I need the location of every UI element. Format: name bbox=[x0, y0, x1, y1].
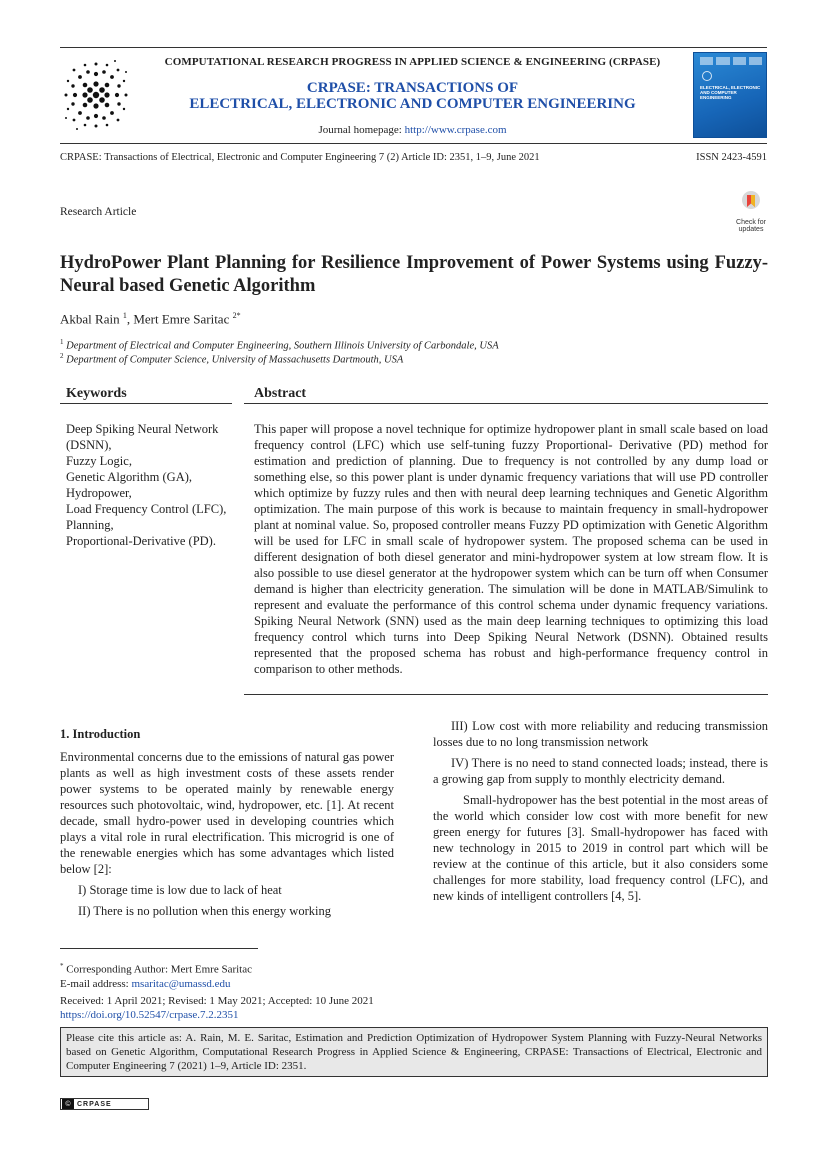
article-title: HydroPower Plant Planning for Resilience Improvement of Power Systems using Fuzzy-Neural based Genetic Algorithm bbox=[60, 253, 768, 296]
keywords-heading: Keywords bbox=[60, 386, 232, 404]
journal-homepage bbox=[140, 124, 685, 136]
journal-name-line2: ELECTRICAL, ELECTRONIC AND COMPUTER ENGINEERING bbox=[189, 96, 636, 112]
license-badge bbox=[60, 1098, 149, 1110]
received-dates bbox=[60, 994, 374, 1022]
author-affil-sup: 2* bbox=[232, 311, 241, 320]
header-top-rule bbox=[60, 47, 767, 48]
abstract-bottom-rule bbox=[244, 694, 768, 695]
keyword-item: Proportional-Derivative (PD). bbox=[66, 534, 216, 548]
section-heading: 1. Introduction bbox=[60, 727, 141, 741]
journal-name-line1: CRPASE: TRANSACTIONS OF bbox=[306, 80, 519, 96]
doi-link[interactable]: https://doi.org/10.52547/crpase.7.2.2351 bbox=[60, 1009, 239, 1021]
journal-logo bbox=[60, 52, 132, 138]
email-label: E-mail address: bbox=[60, 977, 132, 990]
cover-stripe bbox=[700, 57, 762, 65]
affiliation-sup: 1 bbox=[60, 338, 64, 346]
affiliation-text: Department of Computer Science, University of Massachusetts Dartmouth, USA bbox=[66, 354, 404, 366]
check-updates-line2: updates bbox=[738, 226, 764, 233]
header-bottom-rule bbox=[60, 143, 767, 144]
list-item: IV) There is no need to stand connected loads; instead, there is a growing gap from supply to monthly electricity demand. bbox=[433, 756, 768, 786]
list-item: II) There is no pollution when this energy working bbox=[78, 904, 331, 918]
check-for-updates-badge[interactable] bbox=[730, 190, 772, 235]
email-link[interactable]: msaritac@umassd.edu bbox=[131, 977, 231, 990]
affiliation bbox=[60, 352, 403, 366]
paragraph: Environmental concerns due to the emissions of natural gas power plants as well as high investment costs of these assets render power systems to be operated mainly by renewable energy resources such photovoltaic, wind, hydropower, etc. [1]. At recent decade, small hydro-power used in developing countries which plays a vital role in rural electrification. This microgrid is one of the renewable energies which has some advantages which listed below [2]: bbox=[60, 750, 394, 876]
author-name: Mert Emre Saritac bbox=[133, 311, 230, 327]
author-name: Akbal Rain bbox=[60, 311, 120, 327]
author-affil-sup: 1 bbox=[122, 311, 127, 320]
list-item: I) Storage time is low due to lack of heat bbox=[78, 883, 282, 897]
keyword-item: Planning, bbox=[66, 518, 114, 532]
cite-this-article-box: Please cite this article as: A. Rain, M. E. Saritac, Estimation and Prediction Optimization of Hydropower System Planning with Fuzzy-Neural Networks based on Genetic Algorithm, Computational Research Progress in Applied Science & Engineering, CRPASE: Transactions of Electrical, Electronic and Computer Engineering 7 (2021) 1–9, Article ID: 2351. bbox=[60, 1027, 768, 1077]
author-list: Akbal Rain $^1$, Mert Emre Saritac $^{2*}$ bbox=[60, 311, 241, 327]
check-updates-line1: Check for bbox=[736, 218, 766, 226]
keyword-item: Genetic Algorithm (GA), bbox=[66, 470, 193, 484]
affiliation-sup: 2 bbox=[60, 352, 64, 360]
license-badge-text: CRPASE bbox=[77, 1100, 112, 1108]
series-title: COMPUTATIONAL RESEARCH PROGRESS IN APPLIED SCIENCE & ENGINEERING (CRPASE) bbox=[164, 56, 661, 68]
copyright-icon: © bbox=[62, 1099, 74, 1109]
homepage-link[interactable]: http://www.crpase.com bbox=[404, 124, 507, 136]
keyword-item: Fuzzy Logic, bbox=[66, 454, 132, 468]
affiliation bbox=[60, 338, 499, 352]
journal-cover-image bbox=[693, 52, 767, 138]
corresponding-author-note bbox=[60, 959, 252, 991]
list-item: III) Low cost with more reliability and reducing transmission losses due to no long transmission network bbox=[433, 719, 768, 749]
homepage-label: Journal homepage: bbox=[318, 124, 405, 136]
journal-name bbox=[140, 80, 685, 112]
issn: ISSN 2423-4591 bbox=[696, 152, 767, 163]
paragraph: Small-hydropower has the best potential in the most areas of the world which consider low cost with more benefit for new green energy for futures [3]. Small-hydropower has faced with new technology in 2015 to 2019 in control part which will be review at the continue of this article, but it also considers some challenges for more stability, load frequency control (LFC), and new kinds of intelligent controllers [4, 5]. bbox=[433, 793, 768, 903]
keyword-item: Hydropower, bbox=[66, 486, 132, 500]
footnote-mark: * bbox=[60, 962, 64, 970]
keyword-item: Deep Spiking Neural Network (DSNN), bbox=[66, 422, 219, 452]
right-column bbox=[433, 718, 768, 909]
cover-title: ELECTRICAL, ELECTRONIC AND COMPUTER ENGINEERING bbox=[700, 85, 761, 100]
keyword-item: Load Frequency Control (LFC), bbox=[66, 502, 227, 516]
bookmark-icon bbox=[741, 190, 761, 214]
received-line: Received: 1 April 2021; Revised: 1 May 2021; Accepted: 10 June 2021 bbox=[60, 995, 374, 1007]
abstract-text: This paper will propose a novel technique for optimize hydropower plant in small scale based on load frequency control (LFC) which use self-tuning fuzzy Proportional- Derivative (PD) method for estimation and prediction of planning. Due to frequency is not controlled by any dump load or something else, so this power plant is under dynamic frequency variations that will use PD controller which optimize by fuzzy rules and then with neural deep learning techniques and Genetic Algorithm optimization. The main purpose of this work is because to maintain frequency in small-hydropower plant at nominal value. So, proposed controller means Fuzzy PD optimization with Genetic Algorithm will be used for LFC in small scale of hydropower system. The proposed schema can be used in different designation of both diesel generator and mini-hydropower system at low stream flow. It is also possible to use diesel generator at the hydropower system which can be turn off when Consumer demand is higher than electricity generation. The simulation will be done in MATLAB/Simulink to represent and evaluate the performance of this control schema under dynamic frequency variations. Spiking Neural Network (SNN) used as the main deep learning techniques to optimizing this load frequency control which turns into Deep Spiking Neural Network (DSNN). Obtained results represented that the proposed schema has robust and high-performance frequency control in comparison to other methods. bbox=[254, 422, 768, 676]
journal-citation-line: CRPASE: Transactions of Electrical, Electronic and Computer Engineering 7 (2) Article ID: 2351, 1–9, June 2021 bbox=[60, 152, 540, 163]
cover-logo-icon bbox=[702, 71, 712, 81]
keyword-list bbox=[66, 421, 236, 549]
left-column bbox=[60, 749, 394, 924]
article-type: Research Article bbox=[60, 206, 137, 218]
affiliation-text: Department of Electrical and Computer Engineering, Southern Illinois University of Carbondale, USA bbox=[66, 340, 499, 352]
footnote-rule bbox=[60, 948, 258, 949]
abstract-heading: Abstract bbox=[244, 386, 768, 404]
corresponding-author: Corresponding Author: Mert Emre Saritac bbox=[66, 963, 252, 976]
